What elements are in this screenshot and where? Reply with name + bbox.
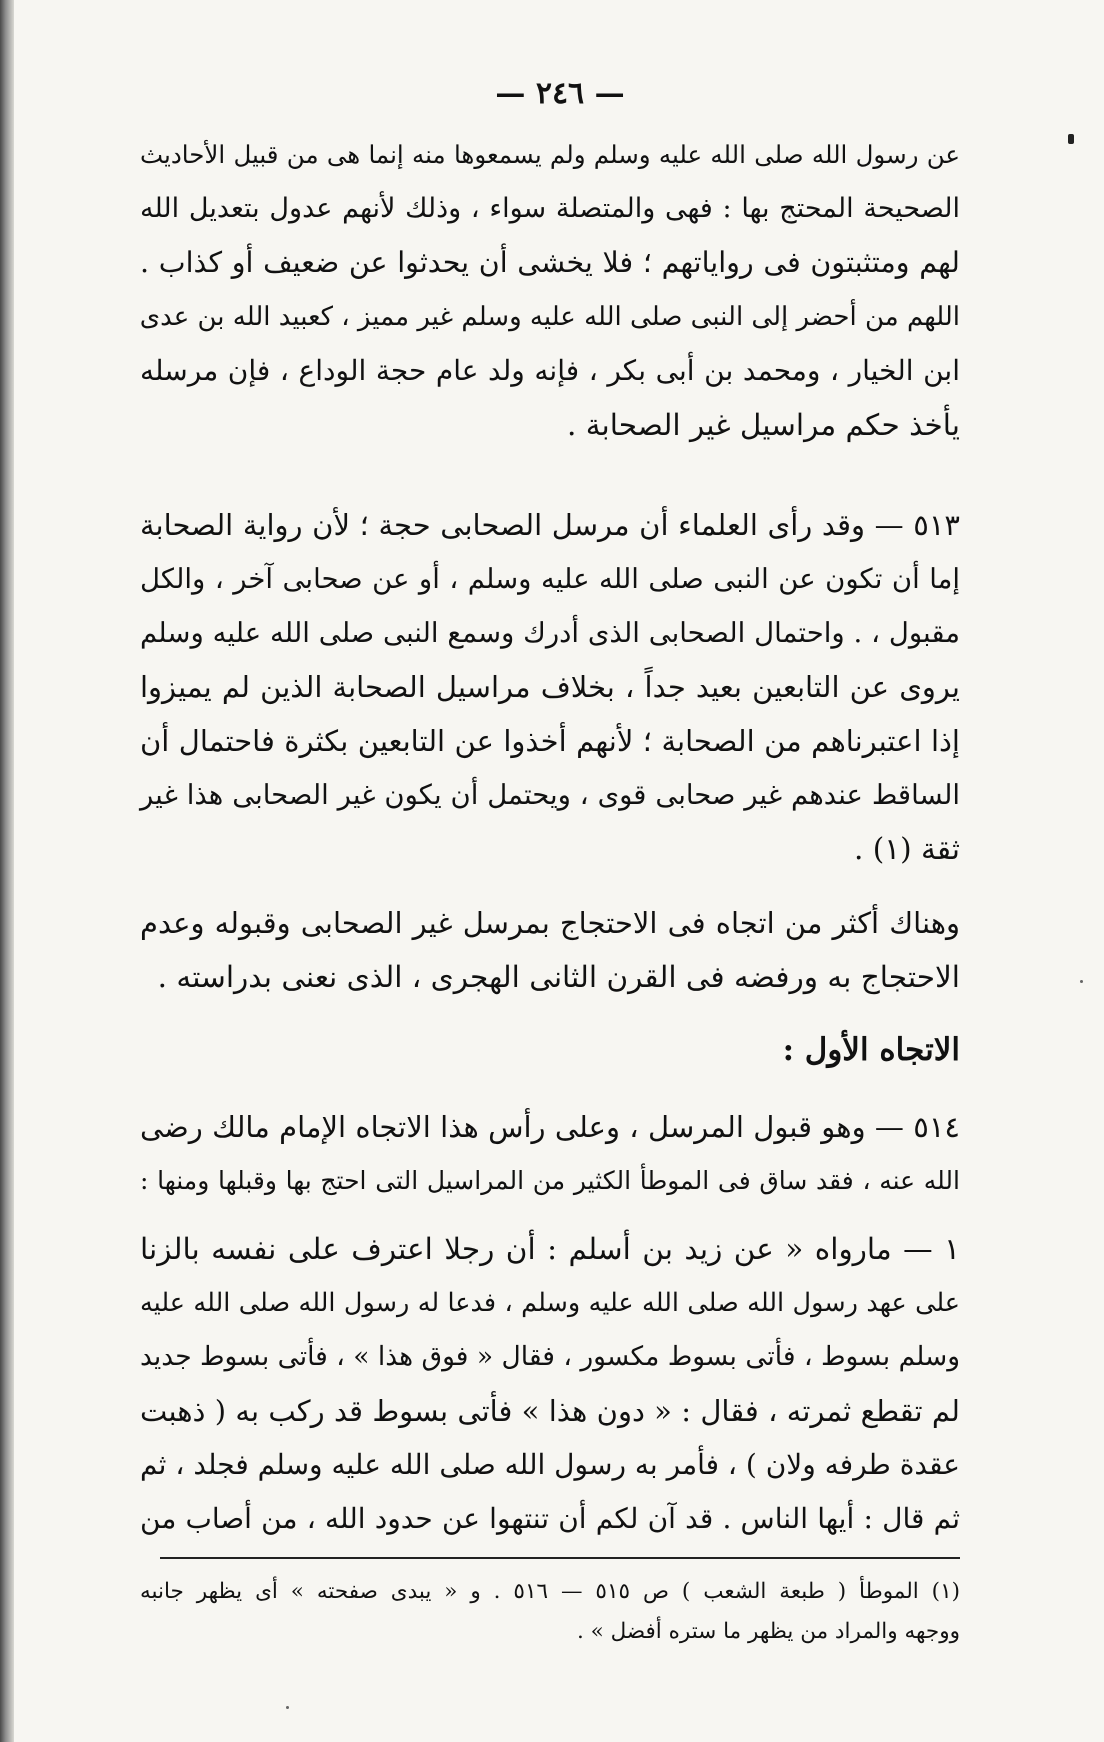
paragraph-hadith-1 (140, 1222, 960, 1546)
text-line: اللهم من أحضر إلى النبى صلى الله عليه وسلم غير مميز ، كعبيد الله بن عدى (139, 302, 960, 332)
paragraph-approaches (140, 896, 960, 1004)
footnote-line: ووجهه والمراد من يظهر ما ستره أفضل » . (576, 1619, 960, 1644)
page-number: — ٢٤٦ — (495, 76, 625, 111)
text-line: ابن الخيار ، ومحمد بن أبى بكر ، فإنه ولد عام حجة الوداع ، فإن مرسله (140, 354, 960, 387)
text-line: عقدة طرفه ولان ) ، فأمر به رسول الله صلى الله عليه وسلم فجلد ، ثم (140, 1448, 960, 1481)
text-line: ١ — مارواه « عن زيد بن أسلم : أن رجلا اعترف على نفسه بالزنا (140, 1232, 960, 1266)
text-line: الله عنه ، فقد ساق فى الموطأ الكثير من المراسيل التى احتج بها وقبلها ومنها : (140, 1166, 960, 1195)
text-line: إذا اعتبرناهم من الصحابة ؛ لأنهم أخذوا عن التابعين بكثرة فاحتمال أن (140, 724, 960, 758)
margin-ink-mark (1068, 134, 1074, 144)
text-line: مقبول ، . واحتمال الصحابى الذى أدرك وسمع النبى صلى الله عليه وسلم (140, 617, 960, 649)
text-line: إما أن تكون عن النبى صلى الله عليه وسلم ، أو عن صحابى آخر ، والكل (140, 563, 960, 595)
text-line: لهم ومتثبتون فى رواياتهم ؛ فلا يخشى أن يحدثوا عن ضعيف أو كذاب . (140, 246, 960, 279)
text-line: ثم قال : أيها الناس . قد آن لكم أن تنتهوا عن حدود الله ، من أصاب من (140, 1502, 960, 1535)
text-line: لم تقطع ثمرته ، فقال : « دون هذا » فأتى بسوط قد ركب به ( ذهبت (140, 1394, 960, 1428)
paper-speck (1080, 980, 1083, 983)
footnote-divider (160, 1557, 960, 1559)
text-line: على عهد رسول الله صلى الله عليه وسلم ، فدعا له رسول الله صلى الله عليه (140, 1288, 960, 1318)
text-line: الساقط عندهم غير صحابى قوى ، ويحتمل أن يكون غير الصحابى هذا غير (140, 779, 960, 811)
text-line: وهناك أكثر من اتجاه فى الاحتجاج بمرسل غير الصحابى وقبوله وعدم (140, 906, 960, 940)
text-line: يأخذ حكم مراسيل غير الصحابة . (566, 408, 960, 442)
text-line: يروى عن التابعين بعيد جداً ، بخلاف مراسيل الصحابة الذين لم يميزوا (140, 670, 960, 704)
paragraph-513 (140, 498, 960, 876)
section-heading: الاتجاه الأول : (782, 1032, 960, 1068)
footnote-line: (١) الموطأ ( طبعة الشعب ) ص ٥١٥ — ٥١٦ . و « يبدى صفحته » أى يظهر جانبه (140, 1579, 961, 1604)
page-binding-edge (0, 0, 14, 1742)
text-line: الاحتجاج به ورفضه فى القرن الثانى الهجرى ، الذى نعنى بدراسته . (157, 960, 960, 994)
text-line: وسلم بسوط ، فأتى بسوط مكسور ، فقال « فوق هذا » ، فأتى بسوط جديد (140, 1341, 960, 1372)
text-line: عن رسول الله صلى الله عليه وسلم ولم يسمعوها منه إنما هى من قبيل الأحاديث (140, 140, 960, 169)
text-line: الصحيحة المحتج بها : فهى والمتصلة سواء ، وذلك لأنهم عدول بتعديل الله (140, 193, 960, 224)
text-line: ٥١٣ — وقد رأى العلماء أن مرسل الصحابى حجة ؛ لأن رواية الصحابة (140, 508, 960, 542)
paragraph-continuation (140, 128, 960, 452)
text-line: ٥١٤ — وهو قبول المرسل ، وعلى رأس هذا الاتجاه الإمام مالك رضى (140, 1110, 960, 1144)
paragraph-514 (140, 1100, 960, 1208)
text-line: ثقة (١) . (854, 832, 960, 866)
footnotes (140, 1572, 960, 1652)
paper-speck (286, 1706, 289, 1709)
